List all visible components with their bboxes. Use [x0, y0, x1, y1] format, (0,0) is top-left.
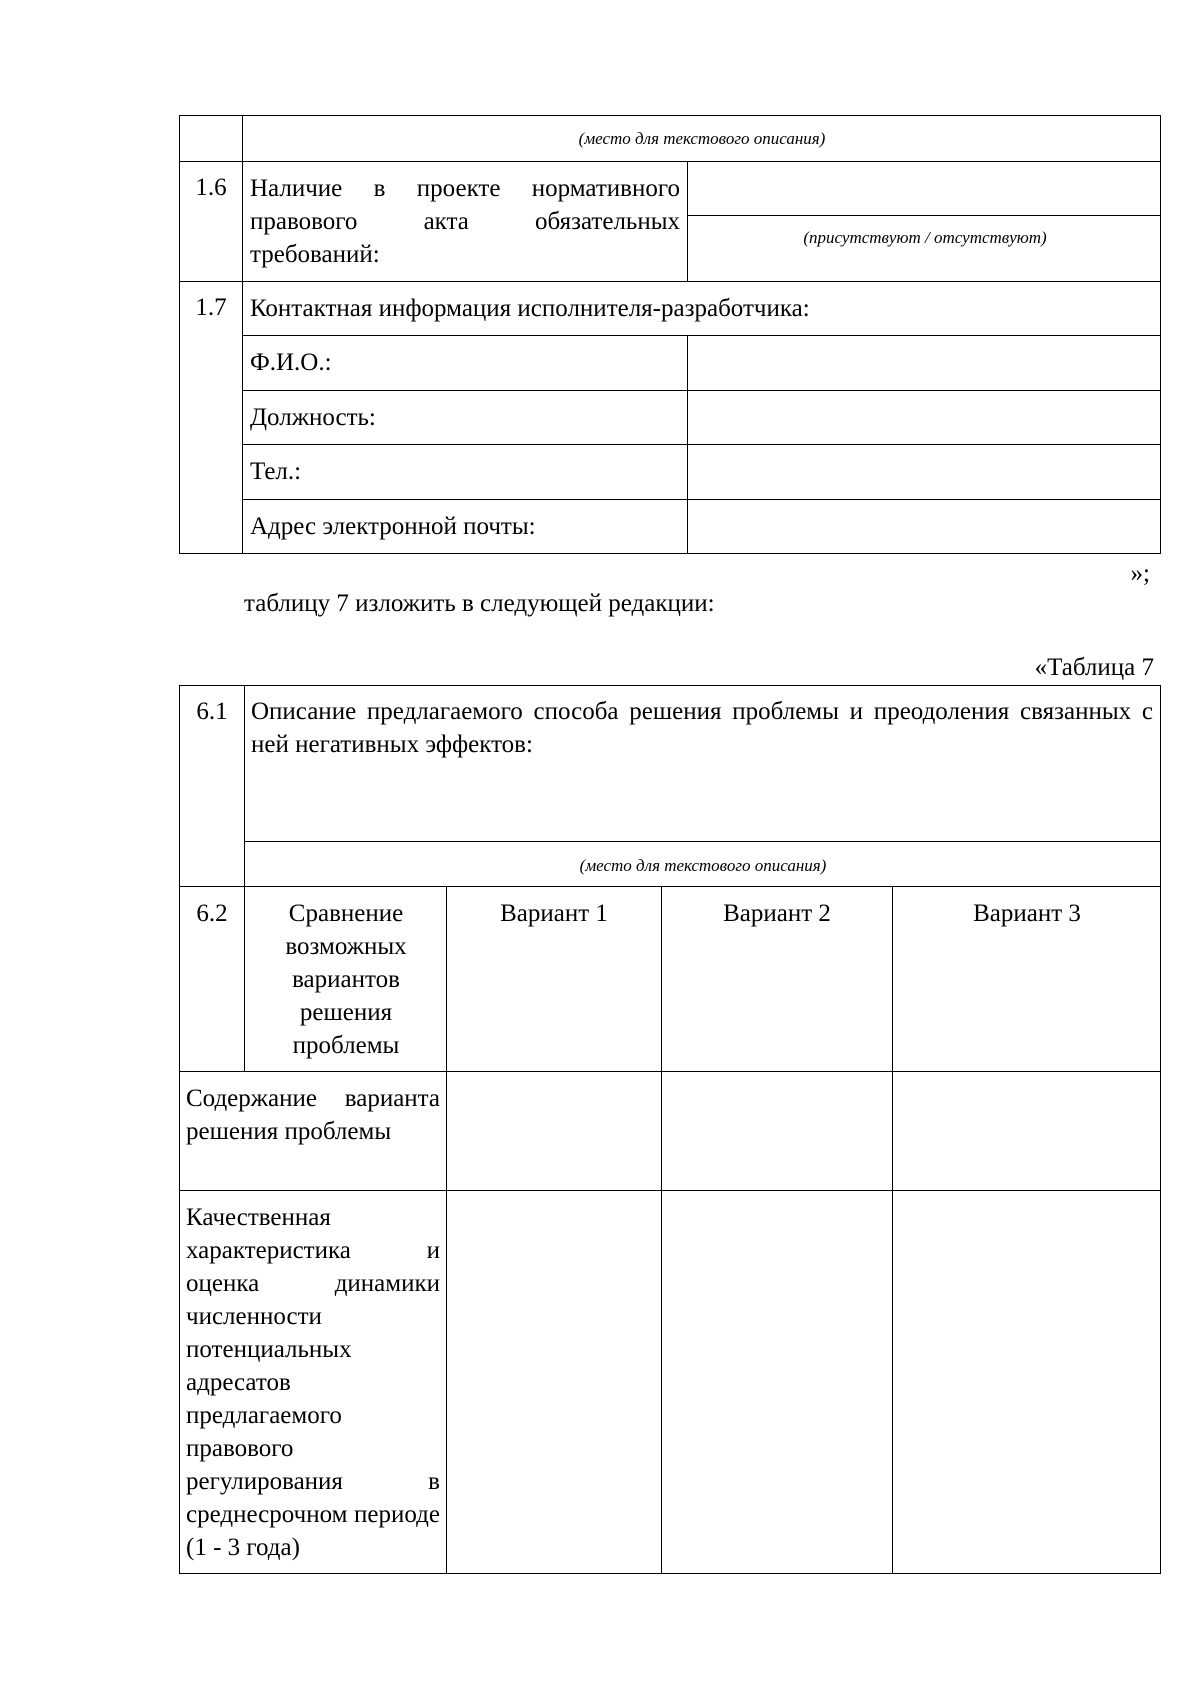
row-number-6-1: 6.1: [196, 698, 228, 725]
variant-content-label: Содержание варианта решения проблемы: [186, 1085, 440, 1145]
row-number-1-7: 1.7: [195, 294, 227, 321]
mandatory-requirements-label: Наличие в проекте нормативного правового акта обязательных требований:: [250, 175, 680, 268]
row-number-6-2: 6.2: [196, 900, 228, 927]
mandatory-requirements-value[interactable]: [690, 165, 1158, 213]
row-divider: [179, 161, 1161, 162]
column-divider: [244, 685, 245, 1071]
position-label: Должность:: [250, 404, 376, 431]
column-divider: [687, 161, 688, 281]
row-divider: [242, 499, 1161, 500]
row-divider: [242, 335, 1161, 336]
table-caption: «Таблица 7: [1034, 654, 1154, 681]
email-label: Адрес электронной почты:: [250, 513, 536, 540]
contact-info-title: Контактная информация исполнителя-разработчика:: [250, 295, 810, 322]
column-divider: [446, 886, 447, 1574]
variant-3-header: Вариант 3: [973, 900, 1081, 927]
fio-label: Ф.И.О.:: [250, 349, 332, 376]
solution-description-label: Описание предлагаемого способа решения проблемы и преодоления связанных с ней негативных эффектов:: [251, 698, 1153, 758]
closing-quote: »;: [1130, 560, 1150, 587]
instruction-text: таблицу 7 изложить в следующей редакции:: [244, 590, 715, 617]
value-underline: [687, 215, 1161, 216]
text-description-hint: (место для текстового описания): [579, 856, 827, 875]
column-divider: [687, 335, 688, 554]
row-divider: [179, 281, 1161, 282]
phone-label: Тел.:: [250, 458, 302, 485]
column-divider: [661, 886, 662, 1574]
column-divider: [892, 886, 893, 1574]
row-number-1-6: 1.6: [195, 174, 227, 201]
variant-1-header: Вариант 1: [500, 900, 608, 927]
row-divider: [244, 886, 1161, 887]
row-divider: [179, 1190, 1161, 1191]
row-divider: [179, 1071, 1161, 1072]
presence-hint: (присутствуют / отсутствуют): [803, 228, 1047, 247]
compare-variants-label: Сравнение возможных вариантов решения проблемы: [285, 900, 407, 1059]
row-divider: [244, 841, 1161, 842]
variant-2-header: Вариант 2: [723, 900, 831, 927]
row-divider: [179, 886, 245, 887]
row-divider: [242, 444, 1161, 445]
qualitative-characteristics-label: Качественная характеристика и оценка динамики численности потенциальных адресатов предлагаемого правового регулирования в среднесрочном периоде (1 - 3 года): [186, 1204, 440, 1561]
row-divider: [242, 390, 1161, 391]
text-description-hint: (место для текстового описания): [578, 129, 826, 148]
